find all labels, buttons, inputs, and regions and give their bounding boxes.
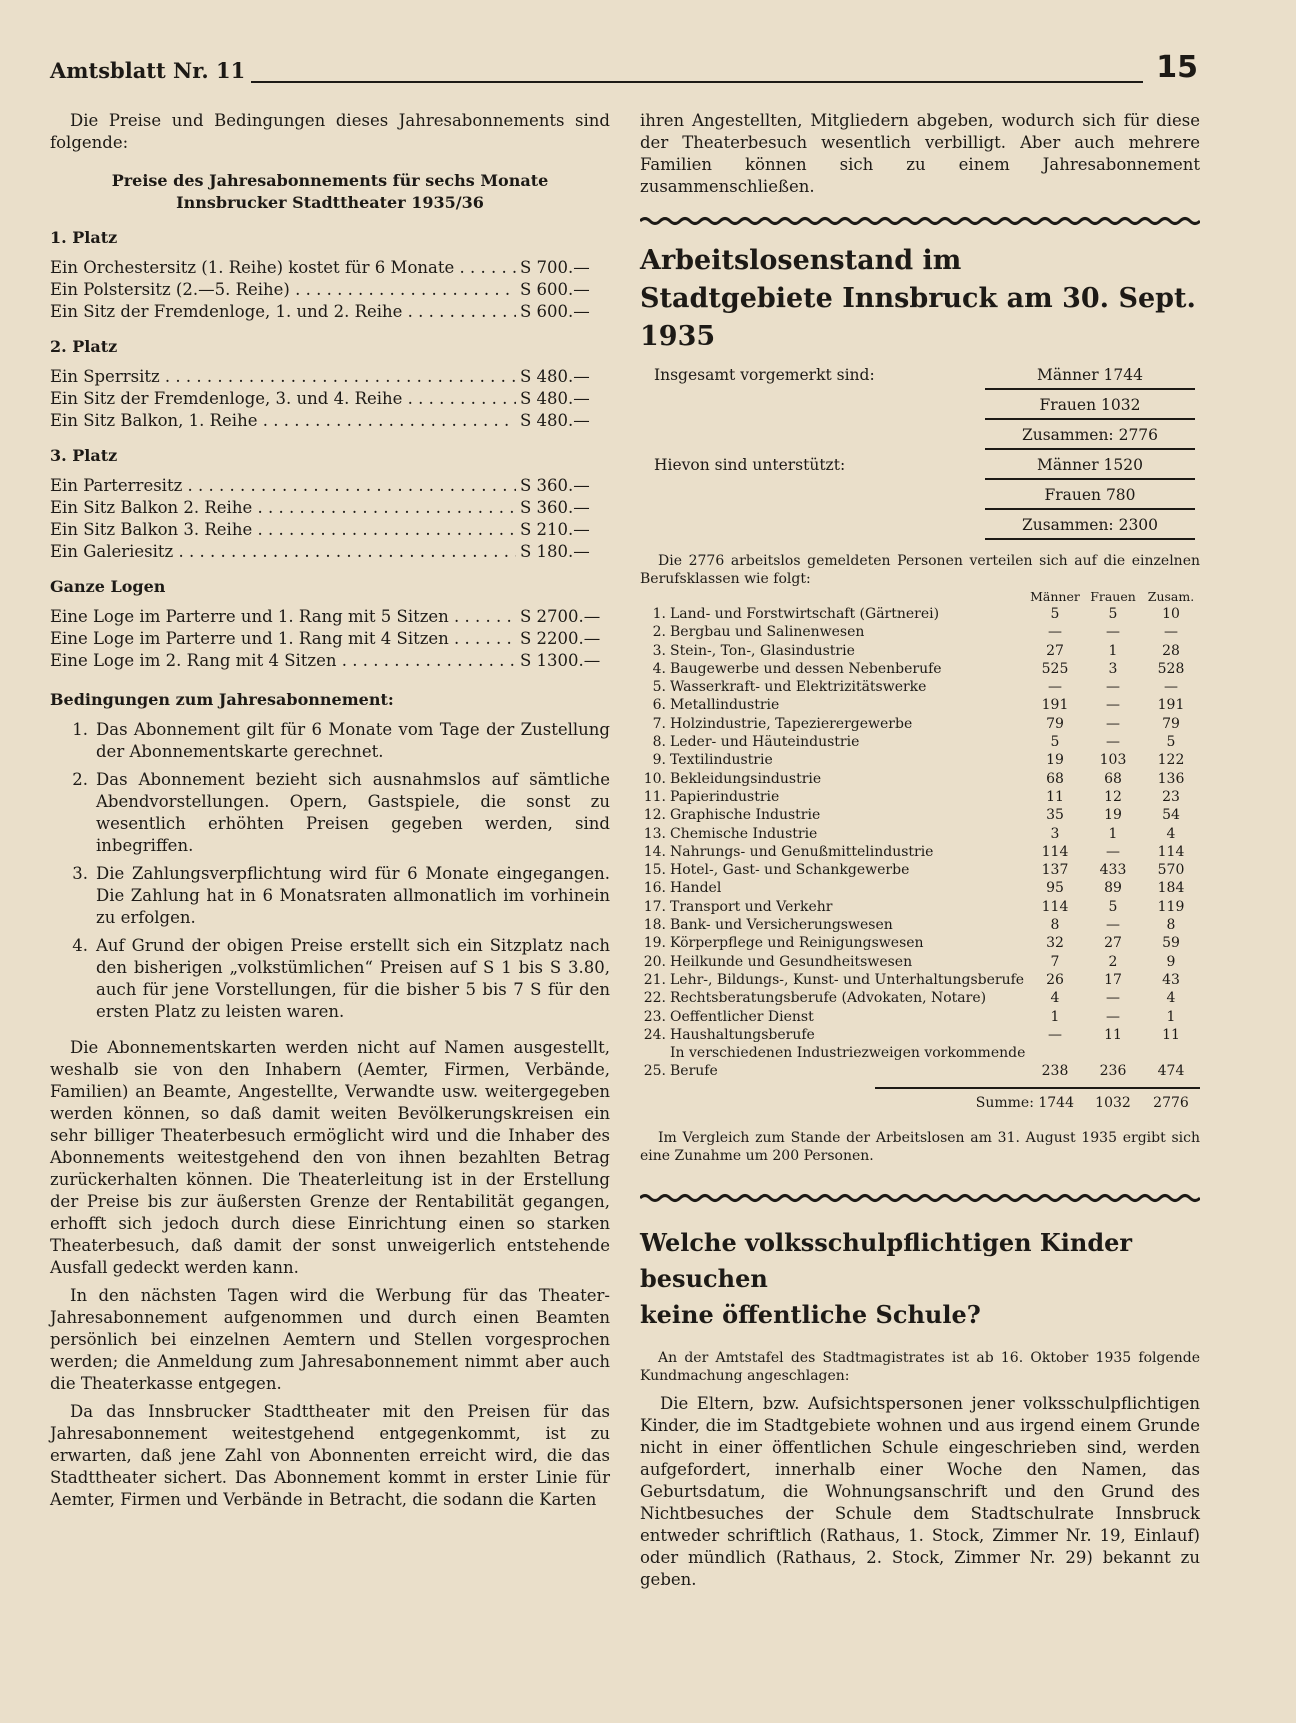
table-row [640, 879, 1200, 897]
row-men: 4 [1050, 990, 1060, 1007]
price-row [50, 410, 610, 432]
row-women: — [1106, 990, 1120, 1007]
row-men: 35 [1046, 807, 1064, 824]
price-amount: S 210.— [520, 520, 590, 539]
article-title-line-1: Arbeitslosenstand im [640, 245, 962, 276]
price-amount: S 600.— [520, 302, 590, 321]
row-total: 1 [1166, 1008, 1176, 1025]
row-name: Wasserkraft- und Elektrizitätswerke [670, 679, 927, 696]
sum-row [640, 1095, 1200, 1111]
row-women: 5 [1108, 898, 1118, 915]
row-name: Rechtsberatungsberufe (Advokaten, Notare) [670, 990, 987, 1007]
prices-title: Preise des Jahresabonnements für sechs Monate [111, 171, 549, 190]
row-total: — [1164, 624, 1178, 641]
price-label: Ein Orchestersitz (1. Reihe) kostet für 6 Monate . . . [50, 257, 516, 279]
row-name: In verschiedenen Industriezweigen vorkommende Berufe [670, 1045, 1026, 1080]
row-men: 3 [1050, 825, 1060, 842]
conditions-heading: Bedingungen zum Jahresabonnement: [50, 690, 394, 709]
price-row [50, 388, 610, 410]
price-label: Ein Sitz der Fremdenloge, 3. und 4. Reihe . . . [50, 388, 516, 410]
row-name: Heilkunde und Gesundheitswesen [670, 953, 913, 970]
row-number: 11. [643, 788, 666, 805]
row-total: — [1164, 679, 1178, 696]
table-row [640, 751, 1200, 769]
row-women: 27 [1104, 935, 1122, 952]
prices-subtitle: Innsbrucker Stadttheater 1935/36 [176, 193, 484, 212]
row-name: Haushaltungsberufe [670, 1026, 815, 1043]
paragraph-continued: ihren Angestellten, Mitgliedern abgeben, wodurch sich für diese der Theaterbesuch wesentlich verbilligt. Aber auch mehrere Familien können sich zu einem Jahresabonnement zusammenschließen. [640, 111, 1200, 196]
price-amount: S 480.— [520, 411, 590, 430]
row-women: 5 [1108, 606, 1118, 622]
row-name: Bank- und Versicherungswesen [670, 917, 893, 934]
occupation-table [640, 588, 1200, 1081]
row-men: 68 [1046, 770, 1064, 787]
row-name: Körperpflege und Reinigungswesen [670, 935, 924, 952]
stat-value: Zusammen: 2300 [1021, 516, 1159, 534]
paragraph-theater: Da das Innsbrucker Stadttheater mit den Preisen für das Jahresabonnement weitestgehend entgegenkommt, ist zu erwarten, daß jene Zahl von Abonnenten erreicht wird, die das Stadttheater sichert. Das Abonnement kommt in erster Linie für Aemter, Firmen und Verbände in Betracht, die sodann die Karten [50, 1402, 610, 1509]
stat-value: Zusammen: 2776 [1021, 426, 1159, 444]
price-row [50, 497, 610, 519]
row-name: Holzindustrie, Tapezierergewerbe [670, 715, 913, 732]
table-row [640, 953, 1200, 971]
table-row [640, 1044, 1200, 1081]
row-men: 238 [1041, 1063, 1069, 1080]
row-women: — [1106, 1008, 1120, 1025]
row-total: 5 [1166, 734, 1176, 751]
stat-label: Insgesamt vorgemerkt sind: [654, 366, 875, 384]
condition-number: 3. [72, 864, 88, 883]
price-label: Eine Loge im 2. Rang mit 4 Sitzen . . . [50, 650, 516, 672]
table-row [640, 898, 1200, 916]
price-row [50, 519, 610, 541]
row-men: 1 [1050, 1008, 1060, 1025]
condition-text: Das Abonnement gilt für 6 Monate vom Tage der Zustellung der Abonnementskarte gerechnet. [96, 720, 610, 761]
row-women: — [1106, 697, 1120, 714]
table-row [640, 843, 1200, 861]
price-row [50, 628, 610, 650]
table-row [640, 715, 1200, 733]
stat-row [640, 390, 1200, 420]
article2-intro: An der Amtstafel des Stadtmagistrates ist ab 16. Oktober 1935 folgende Kundmachung angeschlagen: [640, 1349, 1200, 1384]
row-total: 570 [1157, 862, 1185, 879]
stat-row [640, 420, 1200, 450]
paragraph-cards: Die Abonnementskarten werden nicht auf Namen ausgestellt, weshalb sie von den Inhabern (Aemter, Firmen, Verbände, Familien) an Beamte, Angestellte, Verwandte usw. weitergegeben werden können, so daß damit weiten Bevölkerungskreisen ein sehr billiger Theaterbesuch ermöglicht wird und die Inhaber des Abonnements weitestgehend den von ihnen bezahlten Betrag zurückerhalten können. Die Theaterleitung ist in der Erstellung der Preise bis zur äußersten Grenze der Rentabilität gegangen, erhofft sich jedoch durch diese Einrichtung einen so starken Theaterbesuch, daß damit der sonst unweigerlich entstehende Ausfall gedeckt werden kann. [50, 1038, 610, 1277]
row-women: 1 [1108, 825, 1118, 842]
intro-text: Die Preise und Bedingungen dieses Jahresabonnements sind folgende: [50, 111, 610, 152]
table-row [640, 916, 1200, 934]
condition-number: 1. [72, 720, 88, 739]
row-number: 1. [652, 606, 666, 622]
sum-rule [875, 1087, 1200, 1089]
row-men: 19 [1046, 752, 1064, 769]
table-row [640, 642, 1200, 660]
row-name: Oeffentlicher Dienst [670, 1008, 814, 1025]
row-number: 13. [643, 825, 666, 842]
stat-value: Männer 1744 [1036, 366, 1144, 384]
row-number: 17. [643, 898, 666, 915]
row-women: 68 [1104, 770, 1122, 787]
condition-item [50, 769, 610, 857]
table-row [640, 678, 1200, 696]
table-row [640, 1008, 1200, 1026]
row-women: — [1106, 734, 1120, 751]
stat-row [640, 510, 1200, 540]
price-group-heading: 1. Platz [50, 228, 118, 247]
price-amount: S 2200.— [520, 629, 601, 648]
row-men: 191 [1041, 697, 1069, 714]
row-name: Papierindustrie [670, 788, 780, 805]
table-row [640, 989, 1200, 1007]
row-total: 8 [1166, 917, 1176, 934]
row-women: 433 [1099, 862, 1127, 879]
row-number: 14. [643, 843, 666, 860]
price-label: Eine Loge im Parterre und 1. Rang mit 5 Sitzen . . . [50, 606, 516, 628]
stat-rule [985, 538, 1195, 540]
condition-item [50, 719, 610, 763]
row-men: — [1048, 1026, 1062, 1043]
row-men: 32 [1046, 935, 1064, 952]
row-women: 11 [1104, 1026, 1122, 1043]
row-women: 12 [1104, 788, 1122, 805]
stat-row [640, 360, 1200, 390]
row-total: 122 [1157, 752, 1185, 769]
row-women: — [1106, 679, 1120, 696]
row-total: 9 [1166, 953, 1176, 970]
row-men: 114 [1041, 898, 1069, 915]
row-men: 95 [1046, 880, 1064, 897]
wavy-divider-1 [640, 214, 1200, 228]
row-women: 3 [1108, 660, 1118, 677]
row-women: — [1106, 843, 1120, 860]
sum-total: 2776 [1153, 1094, 1189, 1111]
row-name: Graphische Industrie [670, 807, 821, 824]
row-total: 528 [1157, 660, 1185, 677]
stat-label: Hievon sind unterstützt: [654, 456, 846, 474]
col-header-men: Männer [1030, 589, 1080, 604]
row-total: 54 [1162, 807, 1180, 824]
stat-row [640, 450, 1200, 480]
price-row [50, 257, 610, 279]
row-name: Lehr-, Bildungs-, Kunst- und Unterhaltungsberufe [670, 971, 1025, 988]
price-row [50, 366, 610, 388]
condition-number: 2. [72, 770, 88, 789]
header-rule [210, 81, 1143, 83]
price-amount: S 360.— [520, 476, 590, 495]
row-number: 3. [652, 642, 666, 659]
row-total: 119 [1157, 898, 1185, 915]
row-women: 103 [1099, 752, 1127, 769]
table-row [640, 770, 1200, 788]
row-name: Nahrungs- und Genußmittelindustrie [670, 843, 934, 860]
row-number: 6. [652, 697, 666, 714]
price-amount: S 360.— [520, 498, 590, 517]
left-column [50, 110, 610, 1511]
table-row [640, 733, 1200, 751]
row-name: Bergbau und Salinenwesen [670, 624, 865, 641]
col-header-women: Frauen [1090, 589, 1136, 604]
row-men: 11 [1046, 788, 1064, 805]
row-number: 16. [643, 880, 666, 897]
condition-text: Auf Grund der obigen Preise erstellt sich ein Sitzplatz nach den bisherigen „volkstümlichen“ Preisen auf S 1 bis S 3.80, auch für jene Vorstellungen, für die bisher 5 bis 7 S für den ersten Platz zu leisten waren. [96, 936, 610, 1021]
header-title: Amtsblatt Nr. 11 [50, 58, 251, 83]
row-women: 17 [1104, 971, 1122, 988]
price-row [50, 541, 610, 563]
row-total: 59 [1162, 935, 1180, 952]
row-men: 5 [1050, 734, 1060, 751]
row-number: 19. [643, 935, 666, 952]
row-number: 18. [643, 917, 666, 934]
row-number: 4. [652, 660, 666, 677]
row-total: 114 [1157, 843, 1185, 860]
row-men: 8 [1050, 917, 1060, 934]
stat-value: Frauen 780 [1044, 486, 1136, 504]
row-men: 79 [1046, 715, 1064, 732]
price-amount: S 2700.— [520, 607, 601, 626]
row-men: — [1048, 679, 1062, 696]
table-row [640, 788, 1200, 806]
condition-number: 4. [72, 936, 88, 955]
row-women: — [1106, 715, 1120, 732]
price-groups [50, 228, 610, 672]
row-number: 9. [652, 752, 666, 769]
table-row [640, 605, 1200, 623]
row-women: 89 [1104, 880, 1122, 897]
price-label: Ein Sitz der Fremdenloge, 1. und 2. Reihe . . . [50, 301, 516, 323]
stat-row [640, 480, 1200, 510]
row-number: 5. [652, 679, 666, 696]
row-women: 19 [1104, 807, 1122, 824]
row-total: 10 [1162, 606, 1180, 622]
row-name: Chemische Industrie [670, 825, 818, 842]
comparison-text: Im Vergleich zum Stande der Arbeitslosen am 31. August 1935 ergibt sich eine Zunahme um 200 Personen. [640, 1129, 1200, 1164]
wavy-divider-2 [640, 1191, 1200, 1205]
price-group-heading: 2. Platz [50, 337, 118, 356]
row-men: 27 [1046, 642, 1064, 659]
row-number: 10. [643, 770, 666, 787]
price-label: Ein Polstersitz (2.—5. Reihe) . . . [50, 279, 516, 301]
price-amount: S 700.— [520, 258, 590, 277]
right-column [640, 110, 1200, 1591]
price-label: Ein Galeriesitz . . . [50, 541, 516, 563]
table-row [640, 934, 1200, 952]
row-name: Bekleidungsindustrie [670, 770, 822, 787]
condition-item [50, 935, 610, 1023]
row-number: 24. [643, 1026, 666, 1043]
row-number: 7. [652, 715, 666, 732]
price-group-heading: Ganze Logen [50, 577, 166, 596]
price-label: Ein Parterresitz . . . [50, 475, 516, 497]
price-row [50, 606, 610, 628]
table-row [640, 861, 1200, 879]
sum-label: Summe: 1744 [975, 1094, 1074, 1111]
price-label: Eine Loge im Parterre und 1. Rang mit 4 Sitzen . . . [50, 628, 516, 650]
row-total: 4 [1166, 825, 1176, 842]
row-number: 12. [643, 807, 666, 824]
row-total: 191 [1157, 697, 1185, 714]
row-name: Textilindustrie [670, 752, 773, 769]
row-men: 137 [1041, 862, 1069, 879]
row-name: Metallindustrie [670, 697, 780, 714]
price-label: Ein Sitz Balkon 2. Reihe . . . [50, 497, 516, 519]
sum-women: 1032 [1095, 1094, 1131, 1111]
col-header-total: Zusam. [1147, 589, 1195, 604]
price-amount: S 1300.— [520, 651, 601, 670]
unemployment-summary [640, 360, 1200, 540]
table-row [640, 971, 1200, 989]
row-name: Stein-, Ton-, Glasindustrie [670, 642, 855, 659]
row-women: 236 [1099, 1063, 1127, 1080]
row-total: 4 [1166, 990, 1176, 1007]
article2-body: Die Eltern, bzw. Aufsichtspersonen jener volksschulpflichtigen Kinder, die im Stadtgebiete wohnen und aus irgend einem Grunde nicht in einer öffentlichen Schule eingeschrieben sind, werden aufgefordert, innerhalb einer Woche den Namen, das Geburtsdatum, die Wohnungsanschrift und den Grund des Nichtbesuches der Schule dem Stadtschulrate Innsbruck entweder schriftlich (Rathaus, 1. Stock, Zimmer Nr. 19, Einlauf) oder mündlich (Rathaus, 2. Stock, Zimmer Nr. 29) bekannt zu geben. [640, 1393, 1200, 1589]
stat-value: Frauen 1032 [1039, 396, 1141, 414]
row-number: 8. [652, 734, 666, 751]
table-row [640, 696, 1200, 714]
table-intro: Die 2776 arbeitslos gemeldeten Personen verteilen sich auf die einzelnen Berufsklassen wie folgt: [640, 553, 1200, 587]
price-row [50, 279, 610, 301]
condition-text: Die Zahlungsverpflichtung wird für 6 Monate eingegangen. Die Zahlung hat in 6 Monatsraten allmonatlich im vorhinein zu erfolgen. [96, 864, 610, 927]
row-men: 7 [1050, 953, 1060, 970]
price-amount: S 180.— [520, 542, 590, 561]
price-row [50, 650, 610, 672]
row-number: 20. [643, 953, 666, 970]
article-title-line-2: Stadtgebiete Innsbruck am 30. Sept. 1935 [640, 283, 1196, 352]
row-men: 5 [1050, 606, 1060, 622]
row-women: — [1106, 917, 1120, 934]
page-number: 15 [1156, 50, 1198, 85]
row-women: 2 [1108, 953, 1118, 970]
table-row [640, 825, 1200, 843]
row-total: 79 [1162, 715, 1180, 732]
row-men: — [1048, 624, 1062, 641]
row-men: 26 [1046, 971, 1064, 988]
price-row [50, 475, 610, 497]
price-row [50, 301, 610, 323]
condition-item [50, 863, 610, 929]
table-row [640, 806, 1200, 824]
row-name: Leder- und Häuteindustrie [670, 734, 860, 751]
row-name: Baugewerbe und dessen Nebenberufe [670, 660, 942, 677]
row-name: Hotel-, Gast- und Schankgewerbe [670, 862, 910, 879]
row-total: 28 [1162, 642, 1180, 659]
row-total: 184 [1157, 880, 1185, 897]
row-name: Handel [670, 880, 722, 897]
row-total: 23 [1162, 788, 1180, 805]
row-men: 114 [1041, 843, 1069, 860]
condition-text: Das Abonnement bezieht sich ausnahmslos auf sämtliche Abendvorstellungen. Opern, Gastspiele, die sonst zu wesentlich erhöhten Preisen gegeben werden, sind inbegriffen. [96, 770, 610, 855]
row-number: 22. [643, 990, 666, 1007]
table-row [640, 660, 1200, 678]
price-label: Ein Sitz Balkon, 1. Reihe . . . [50, 410, 516, 432]
price-group-heading: 3. Platz [50, 446, 118, 465]
article2-title-line-2: keine öffentliche Schule? [640, 1299, 981, 1329]
row-name: Transport und Verkehr [670, 898, 833, 915]
row-number: 2. [652, 624, 666, 641]
price-amount: S 480.— [520, 389, 590, 408]
paragraph-advertising: In den nächsten Tagen wird die Werbung für das Theater-Jahresabonnement aufgenommen und durch einen Beamten persönlich bei einzelnen Aemtern und Stellen vorgesprochen werden; die Anmeldung zum Jahresabonnement nimmt aber auch die Theaterkasse entgegen. [50, 1286, 610, 1393]
page-header [50, 50, 1198, 88]
row-number: 23. [643, 1008, 666, 1025]
row-total: 43 [1162, 971, 1180, 988]
row-number: 15. [643, 862, 666, 879]
table-row [640, 623, 1200, 641]
row-men: 525 [1041, 660, 1069, 677]
row-women: — [1106, 624, 1120, 641]
price-label: Ein Sperrsitz . . . [50, 366, 516, 388]
row-name: Land- und Forstwirtschaft (Gärtnerei) [670, 606, 940, 622]
row-women: 1 [1108, 642, 1118, 659]
stat-value: Männer 1520 [1036, 456, 1144, 474]
conditions-list [50, 719, 610, 1023]
row-total: 136 [1157, 770, 1185, 787]
price-amount: S 480.— [520, 367, 590, 386]
article2-title-line-1: Welche volksschulpflichtigen Kinder besuchen [640, 1227, 1133, 1293]
row-total: 11 [1162, 1026, 1180, 1043]
table-row [640, 1026, 1200, 1044]
price-label: Ein Sitz Balkon 3. Reihe . . . [50, 519, 516, 541]
price-amount: S 600.— [520, 280, 590, 299]
row-total: 474 [1157, 1063, 1185, 1080]
row-number: 21. [643, 971, 666, 988]
row-number: 25. [643, 1063, 666, 1080]
